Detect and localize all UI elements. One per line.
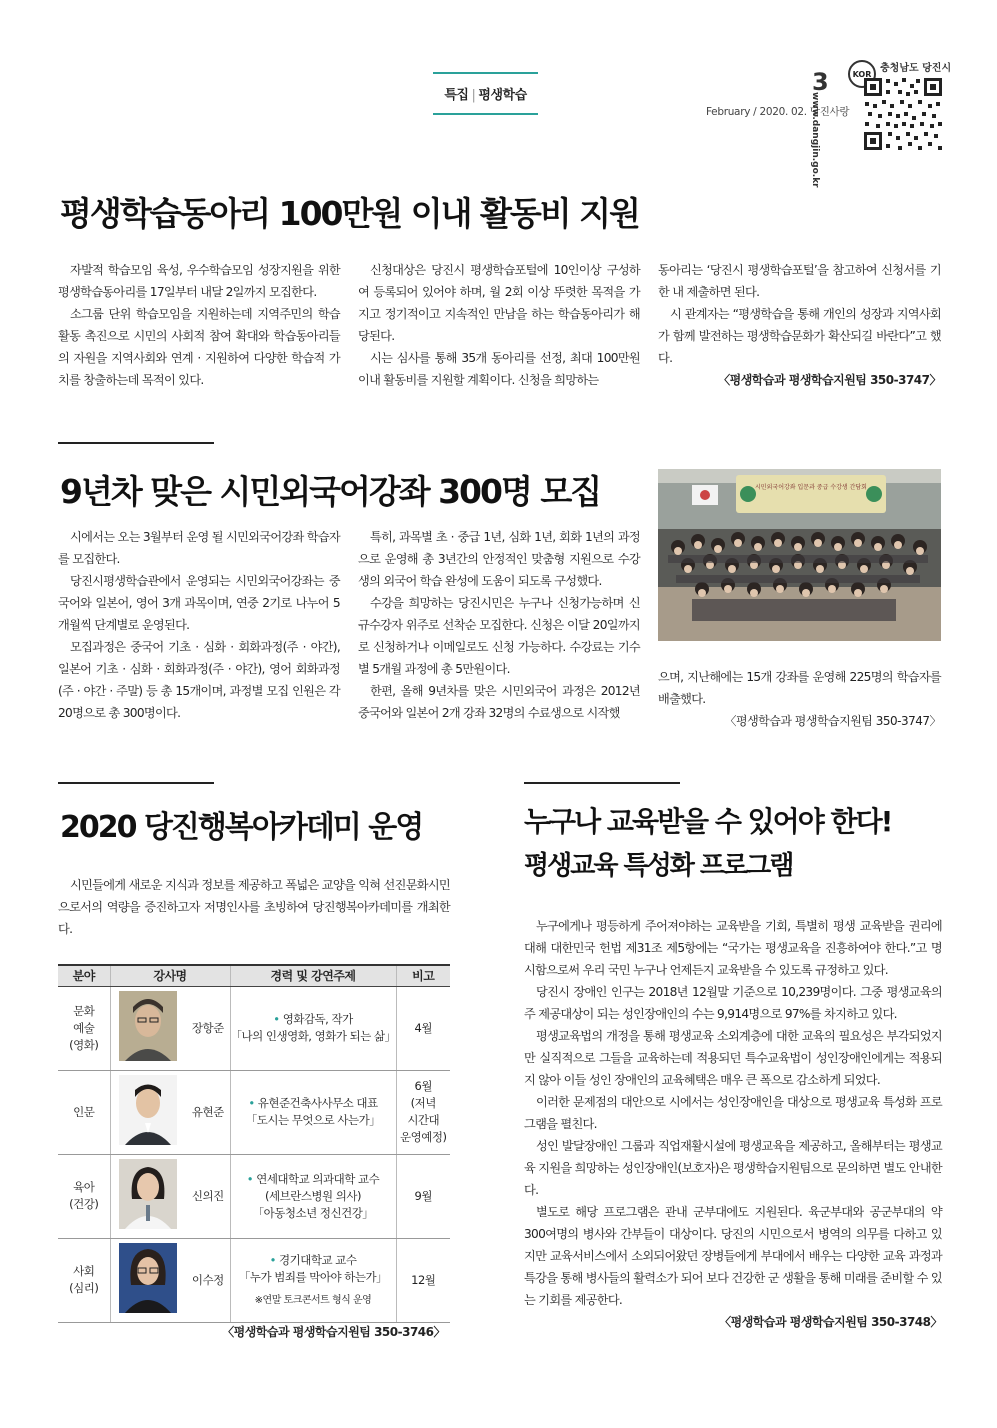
avatar bbox=[110, 986, 186, 1070]
lecturer-photo-1 bbox=[119, 991, 177, 1061]
row-note: 4월 bbox=[396, 986, 450, 1070]
table-header-row bbox=[58, 965, 450, 986]
article2-col3 bbox=[658, 666, 941, 732]
article2-contact: 〈평생학습과 평생학습지원팀 350-3747〉 bbox=[724, 714, 941, 728]
row-career-topic: 「아동청소년 정신건강」 bbox=[252, 1205, 374, 1220]
article2-col1-p3: 모집과정은 중국어 기초 · 심화 · 회화과정(주 · 야간), 일본어 기초 · 심화 · 회화과정(주 · 야간), 영어 회화과정(주 · 야간 · 주말) 등 총 15개이며, 과정별 모집 인원은 각 20명으로 총 300명이다. bbox=[58, 640, 340, 720]
row-field: 문화 예술 (영화) bbox=[58, 986, 110, 1070]
row-name: 유현준 bbox=[186, 1070, 230, 1154]
article3-intro bbox=[58, 874, 450, 940]
row-career-topic: 「나의 인생영화, 영화가 되는 삶」 bbox=[230, 1029, 396, 1043]
avatar bbox=[110, 1238, 186, 1322]
article4-rule bbox=[524, 782, 680, 784]
site-url: www.dangjin.go.kr bbox=[810, 92, 820, 188]
section-name: 특집 bbox=[444, 88, 469, 103]
row-career bbox=[230, 986, 396, 1070]
article1-col3 bbox=[658, 259, 941, 391]
row-career-sub: (세브란스병원 의사) bbox=[265, 1188, 361, 1203]
article4-title-line2: 평생교육 특성화 프로그램 bbox=[524, 851, 793, 881]
section-header bbox=[433, 72, 538, 115]
row-career-remark: ※연말 토크콘서트 형식 운영 bbox=[254, 1294, 372, 1306]
row-field: 육아 (건강) bbox=[58, 1154, 110, 1238]
row-career-line: • 영화감독, 작가 bbox=[273, 1012, 353, 1026]
article1-col1 bbox=[58, 259, 340, 391]
article2-rule bbox=[58, 442, 214, 444]
career-text: 경기대학교 교수 bbox=[279, 1252, 357, 1267]
table-row bbox=[58, 1238, 450, 1322]
article1-col1-p1: 자발적 학습모임 육성, 우수학습모임 성장지원을 위한 평생학습동아리를 17일부터 내달 2일까지 모집한다. bbox=[58, 263, 340, 299]
career-text: 연세대학교 의과대학 교수 bbox=[256, 1171, 380, 1186]
lecturer-table bbox=[58, 964, 450, 1323]
row-field: 사회 (심리) bbox=[58, 1238, 110, 1322]
article4-p3: 평생교육법의 개정을 통해 평생교육 소외계층에 대한 교육의 필요성은 부각되었지만 실직적으로 그들을 교육하는데 적용되던 특수교육법이 성인장애인에게는 적용되지 않아 이들 성인 장애인의 교육혜택은 매우 큰 폭으로 감소하게 되었다. bbox=[524, 1029, 942, 1087]
row-career-line: • 유현준건축사사무소 대표 bbox=[248, 1096, 378, 1110]
row-career bbox=[230, 1238, 396, 1322]
article4-contact: 〈평생학습과 평생학습지원팀 350-3748〉 bbox=[719, 1315, 942, 1329]
table-row bbox=[58, 1070, 450, 1154]
photo-banner-text: 시민외국어강좌 입문과 중급 수강생 간담회 bbox=[755, 484, 867, 491]
row-career bbox=[230, 1070, 396, 1154]
section-sub: 평생학습 bbox=[478, 88, 527, 103]
group-photo bbox=[658, 469, 941, 641]
article2-col1-p2: 당진시평생학습관에서 운영되는 시민외국어강좌는 중국어와 일본어, 영어 3개 과목이며, 연중 2기로 나누어 5개월씩 단계별로 운영된다. bbox=[58, 574, 340, 632]
row-name: 장항준 bbox=[186, 986, 230, 1070]
article3-rule bbox=[58, 782, 214, 784]
table-header-note: 비고 bbox=[396, 965, 450, 986]
article1-title: 평생학습동아리 100만원 이내 활동비 지원 bbox=[60, 194, 639, 233]
article1-contact: 〈평생학습과 평생학습지원팀 350-3747〉 bbox=[718, 373, 941, 387]
row-note: 12월 bbox=[396, 1238, 450, 1322]
article2-title: 9년차 맞은 시민외국어강좌 300명 모집 bbox=[60, 472, 601, 511]
career-text: 영화감독, 작가 bbox=[282, 1012, 353, 1026]
lecturer-photo-4 bbox=[119, 1243, 177, 1313]
row-note: 9월 bbox=[396, 1154, 450, 1238]
article4-title-line1: 누구나 교육받을 수 있어야 한다! bbox=[524, 805, 892, 838]
row-career bbox=[230, 1154, 396, 1238]
article1-col1-p2: 소그룹 단위 학습모임을 지원하는데 지역주민의 학습활동 촉진으로 시민의 사회적 참여 확대와 학습동아리들의 자원을 지역사회와 연계 · 지원하여 다양한 학습적 가치를 창출하는데 목적이 있다. bbox=[58, 307, 340, 387]
page-number: 3 bbox=[812, 68, 829, 96]
article1-col2-p1: 신청대상은 당진시 평생학습포털에 10인이상 구성하여 등록되어 있어야 하며, 월 2회 이상 뚜렷한 목적을 가지고 정기적이고 지속적인 만남을 하는 학습동아리가 해당된다. bbox=[358, 263, 640, 343]
lecturer-photo-3 bbox=[119, 1159, 177, 1229]
section-divider: | bbox=[471, 88, 476, 103]
article3-contact: 〈평생학습과 평생학습지원팀 350-3746〉 bbox=[222, 1325, 445, 1339]
article4-p5: 성인 발달장애인 그룹과 직업재활시설에 평생교육을 제공하고, 올해부터는 평생교육 지원을 희망하는 성인장애인(보호자)은 평생학습지원팀으로 문의하면 별도 안내한다. bbox=[524, 1139, 942, 1197]
article2-col2-p2: 수강을 희망하는 당진시민은 누구나 신청가능하며 신규수강자 위주로 선착순 모집한다. 신청은 이달 20일까지로 신청하거나 이메일로도 신청 가능하다. 수강료는 기수별 5개월 과정에 총 5만원이다. bbox=[358, 596, 640, 676]
table-header-career: 경력 및 강연주제 bbox=[230, 965, 396, 986]
article4-p4: 이러한 문제점의 대안으로 시에서는 성인장애인을 대상으로 평생교육 특성화 프로그램을 펼친다. bbox=[524, 1095, 942, 1131]
section-label bbox=[433, 74, 538, 113]
row-note: 6월 (저녁 시간대 운영예정) bbox=[396, 1070, 450, 1154]
article1-col2 bbox=[358, 259, 640, 391]
article3-title: 2020 당진행복아카데미 운영 bbox=[60, 810, 423, 845]
lecturer-photo-2 bbox=[119, 1075, 177, 1145]
table-row bbox=[58, 1154, 450, 1238]
article4-title bbox=[524, 802, 891, 886]
article1-col3-p2: 시 관계자는 “평생학습을 통해 개인의 성장과 지역사회가 함께 발전하는 평생학습문화가 확산되길 바란다”고 했다. bbox=[658, 307, 941, 365]
section-rule-bottom bbox=[433, 113, 538, 115]
region-name: 충청남도 당진시 bbox=[880, 63, 952, 74]
article2-col2-p1: 특히, 과목별 초 · 중급 1년, 심화 1년, 회화 1년의 과정으로 운영해 총 3년간의 안정적인 맞춤형 지원으로 수강생의 외국어 학습 완성에 도움이 되도록 구성했다. bbox=[358, 530, 640, 588]
article2-col1 bbox=[58, 526, 340, 724]
article4-p2: 당진시 장애인 인구는 2018년 12월말 기준으로 10,239명이다. 그중 평생교육의 주 제공대상이 되는 성인장애인의 수는 9,914명으로 97%를 차지하고 있다. bbox=[524, 985, 942, 1021]
avatar bbox=[110, 1154, 186, 1238]
article2-col3-p1: 으며, 지난해에는 15개 강좌를 운영해 225명의 학습자를 배출했다. bbox=[658, 670, 941, 706]
article4-p6: 별도로 해당 프로그램은 관내 군부대에도 지원된다. 육군부대와 공군부대의 약 300여명의 병사와 간부들이 대상이다. 당진의 시민으로서 병역의 의무를 다하고 있지만 교육서비스에서 소외되어왔던 장병들에게 부대에서 배우는 다양한 교육 과정과 특강을 통해 병사들의 활력소가 되어 보다 건강한 군 생활을 통해 미래를 준비할 수 있는 기회를 제공한다. bbox=[524, 1205, 942, 1307]
table-header-field: 분야 bbox=[58, 965, 110, 986]
article1-col3-p1: 동아리는 ‘당진시 평생학습포털’을 참고하여 신청서를 기한 내 제출하면 된다. bbox=[658, 263, 941, 299]
table-header-name: 강사명 bbox=[110, 965, 230, 986]
row-name: 이수정 bbox=[186, 1238, 230, 1322]
article1-col2-p2: 시는 심사를 통해 35개 동아리를 선정, 최대 100만원 이내 활동비를 지원할 계획이다. 신청을 희망하는 bbox=[358, 351, 640, 387]
issue-info: February / 2020. 02. 당진사랑 bbox=[706, 106, 850, 118]
row-career-topic: 「누가 범죄를 막아야 하는가」 bbox=[238, 1269, 388, 1284]
row-career-line: • 경기대학교 교수 bbox=[269, 1252, 357, 1267]
table-row bbox=[58, 986, 450, 1070]
kor-logo: KOR bbox=[848, 60, 876, 88]
qr-code-icon bbox=[862, 76, 944, 152]
article4-p1: 누구에게나 평등하게 주어져야하는 교육받을 기회, 특별히 평생 교육받을 권리에 대해 대한민국 헌법 제31조 제5항에는 “국가는 평생교육을 진흥하여야 한다.”고 명시함으로써 우리 국민 누구나 언제든지 교육받을 수 있도록 규정하고 있다. bbox=[524, 919, 942, 977]
row-career-line: • 연세대학교 의과대학 교수 bbox=[246, 1171, 380, 1186]
article2-col2-p3: 한편, 올해 9년차를 맞은 시민외국어 과정은 2012년 중국어와 일본어 2개 강좌 32명의 수료생으로 시작했 bbox=[358, 684, 640, 720]
career-text: 유현준건축사사무소 대표 bbox=[257, 1096, 378, 1110]
avatar bbox=[110, 1070, 186, 1154]
row-field: 인문 bbox=[58, 1070, 110, 1154]
row-career-topic: 「도시는 무엇으로 사는가」 bbox=[245, 1113, 381, 1127]
row-name: 신의진 bbox=[186, 1154, 230, 1238]
article3-intro-p: 시민들에게 새로운 지식과 정보를 제공하고 폭넓은 교양을 익혀 선진문화시민으로서의 역량을 증진하고자 저명인사를 초빙하여 당진행복아카데미를 개최한다. bbox=[58, 878, 450, 936]
article4-body bbox=[524, 915, 942, 1333]
article2-col2 bbox=[358, 526, 640, 724]
article2-col1-p1: 시에서는 오는 3월부터 운영 될 시민외국어강좌 학습자를 모집한다. bbox=[58, 530, 340, 566]
